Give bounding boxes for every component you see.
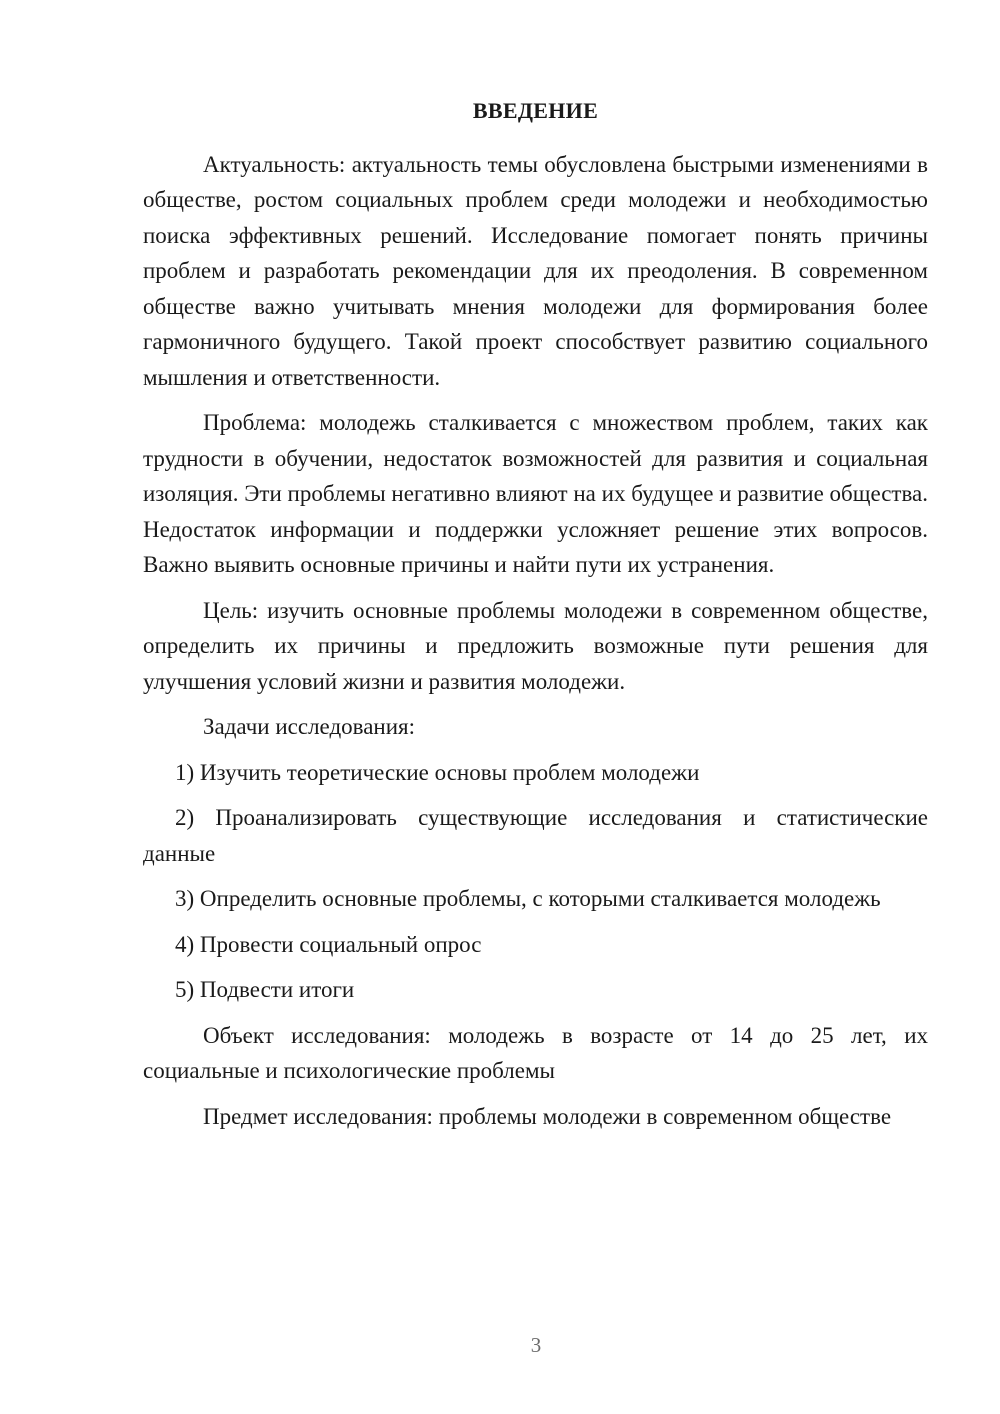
document-body	[143, 93, 928, 1144]
tasks-heading: Задачи исследования:	[203, 714, 416, 739]
page-title: ВВЕДЕНИЕ	[472, 98, 599, 123]
paragraph-subject: Предмет исследования: проблемы молодежи в современном обществе	[203, 1103, 892, 1129]
paragraph-goal: Цель: изучить основные проблемы молодежи в современном обществе, определить их причины и предложить возможные пути решения для улучшения условий жизни и развития молодежи.	[143, 597, 928, 694]
paragraph-object: Объект исследования: молодежь в возрасте от 14 до 25 лет, их социальные и психологические проблемы	[143, 1022, 928, 1083]
paragraph-problem: Проблема: молодежь сталкивается с множеством проблем, таких как трудности в обучении, недостаток возможностей для развития и социальная изоляция. Эти проблемы негативно влияют на их будущее и развитие общества. Недостаток информации и поддержки усложняет решение этих вопросов. Важно выявить основные причины и найти пути их устранения.	[143, 410, 928, 577]
task-item-4: 4) Провести социальный опрос	[175, 931, 482, 957]
task-item-3: 3) Определить основные проблемы, с которыми сталкивается молодежь	[175, 886, 881, 911]
task-item-1: 1) Изучить теоретические основы проблем молодежи	[175, 759, 700, 785]
task-item-5: 5) Подвести итоги	[175, 977, 355, 1002]
task-item-2: 2) Проанализировать существующие исследования и статистические данные	[143, 805, 928, 866]
page-number: 3	[530, 1333, 542, 1357]
paragraph-relevance: Актуальность: актуальность темы обусловлена быстрыми изменениями в обществе, ростом социальных проблем среди молодежи и необходимостью поиска эффективных решений. Исследование помогает понять причины проблем и разработать рекомендации для их преодоления. В современном обществе важно учитывать мнения молодежи для формирования более гармоничного будущего. Такой проект способствует развитию социального мышления и ответственности.	[143, 151, 928, 390]
